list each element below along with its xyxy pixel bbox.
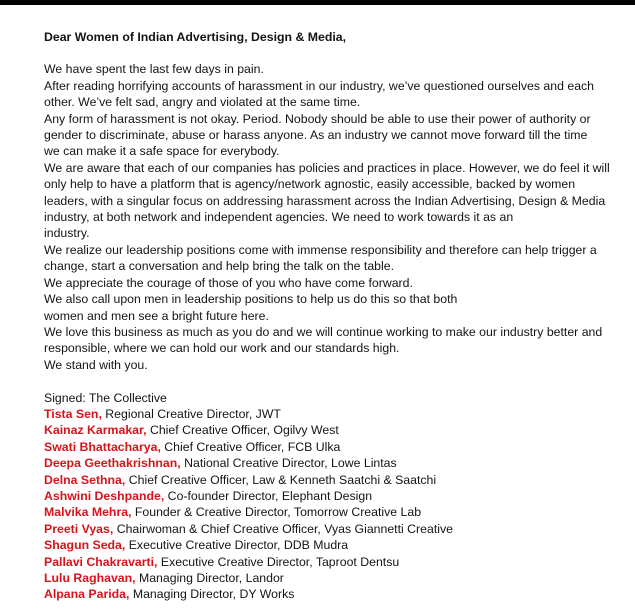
signatory-title: Chief Creative Officer, Law & Kenneth Saatchi & Saatchi: [125, 472, 437, 487]
body-line: responsible, where we can hold our work and our standards high.: [44, 341, 400, 356]
signatory-title: Chief Creative Officer, Ogilvy West: [146, 423, 339, 438]
body-line: We love this business as much as you do and we will continue working to make our industry better and: [44, 324, 603, 339]
signatory: [44, 537, 634, 553]
body-line: other. We’ve felt sad, angry and violated at the same time.: [44, 95, 361, 110]
signatories-list: [44, 406, 634, 603]
signatory-name: Alpana Parida,: [44, 587, 130, 602]
body-line: We have spent the last few days in pain.: [44, 62, 264, 77]
signatory-name: Swati Bhattacharya,: [44, 439, 161, 454]
signatory: [44, 570, 634, 586]
body-line: we can make it a safe space for everybody.: [44, 144, 280, 159]
body-line: After reading horrifying accounts of harassment in our industry, we’ve questioned ourselves and each: [44, 78, 595, 93]
signatory-title: Chairwoman & Chief Creative Officer, Vyas Giannetti Creative: [113, 521, 453, 536]
letter-content: [44, 29, 634, 603]
body-line: gender to discriminate, abuse or harass anyone. As an industry we cannot move forward till the time: [44, 128, 588, 143]
body-line: industry, at both network and independent agencies. We need to work towards it as an: [44, 210, 514, 225]
body-line: We are aware that each of our companies has policies and practices in place. However, we do feel it will: [44, 160, 610, 175]
top-border: [0, 0, 635, 5]
body-line: industry.: [44, 226, 90, 241]
signatory-title: Chief Creative Officer, FCB Ulka: [160, 439, 341, 454]
signatory: [44, 521, 634, 537]
body-line: We also call upon men in leadership positions to help us do this so that both: [44, 292, 458, 307]
signatory-name: Kainaz Karmakar,: [44, 423, 147, 438]
body-line: We stand with you.: [44, 357, 148, 372]
letter-greeting: Dear Women of Indian Advertising, Design & Media,: [44, 30, 347, 44]
letter-body: [44, 61, 634, 373]
signatory: [44, 406, 634, 422]
signatory: [44, 554, 634, 570]
signatory: [44, 488, 634, 504]
signatory-name: Malvika Mehra,: [44, 505, 132, 520]
signatory: [44, 439, 634, 455]
body-line: women and men see a bright future here.: [44, 308, 269, 323]
signatory-name: Lulu Raghavan,: [44, 570, 136, 585]
signatory-title: Managing Director, DY Works: [129, 587, 295, 602]
signatory: [44, 504, 634, 520]
body-line: only help to have a platform that is agency/network agnostic, easily accessible, backed by women: [44, 177, 576, 192]
signatory-name: Deepa Geethakrishnan,: [44, 456, 181, 471]
signatory-name: Preeti Vyas,: [44, 521, 114, 536]
signatory: [44, 422, 634, 438]
signatory: [44, 472, 634, 488]
signatory-title: National Creative Director, Lowe Lintas: [180, 456, 397, 471]
signatory: [44, 586, 634, 602]
body-line: change, start a conversation and help bring the talk on the table.: [44, 259, 395, 274]
signatory-title: Executive Creative Director, Taproot Dentsu: [157, 554, 400, 569]
signatory-name: Tista Sen,: [44, 406, 102, 421]
body-line: We appreciate the courage of those of you who have come forward.: [44, 275, 413, 290]
signatory: [44, 455, 634, 471]
signatory-name: Delna Sethna,: [44, 472, 126, 487]
signed-line: Signed: The Collective: [44, 390, 167, 405]
signatory-name: Shagun Seda,: [44, 538, 126, 553]
signatory-title: Regional Creative Director, JWT: [101, 406, 281, 421]
signatory-title: Co-founder Director, Elephant Design: [164, 488, 373, 503]
body-line: Any form of harassment is not okay. Period. Nobody should be able to use their power of authority or: [44, 111, 591, 126]
signatory-title: Founder & Creative Director, Tomorrow Creative Lab: [131, 505, 422, 520]
signatory-name: Pallavi Chakravarti,: [44, 554, 158, 569]
signatory-title: Managing Director, Landor: [135, 570, 284, 585]
body-line: We realize our leadership positions come with immense responsibility and therefore can help trigger a: [44, 242, 597, 257]
signatory-name: Ashwini Deshpande,: [44, 488, 165, 503]
signatory-title: Executive Creative Director, DDB Mudra: [125, 538, 349, 553]
body-line: leaders, with a singular focus on addressing harassment across the Indian Advertising, Design & Media: [44, 193, 606, 208]
